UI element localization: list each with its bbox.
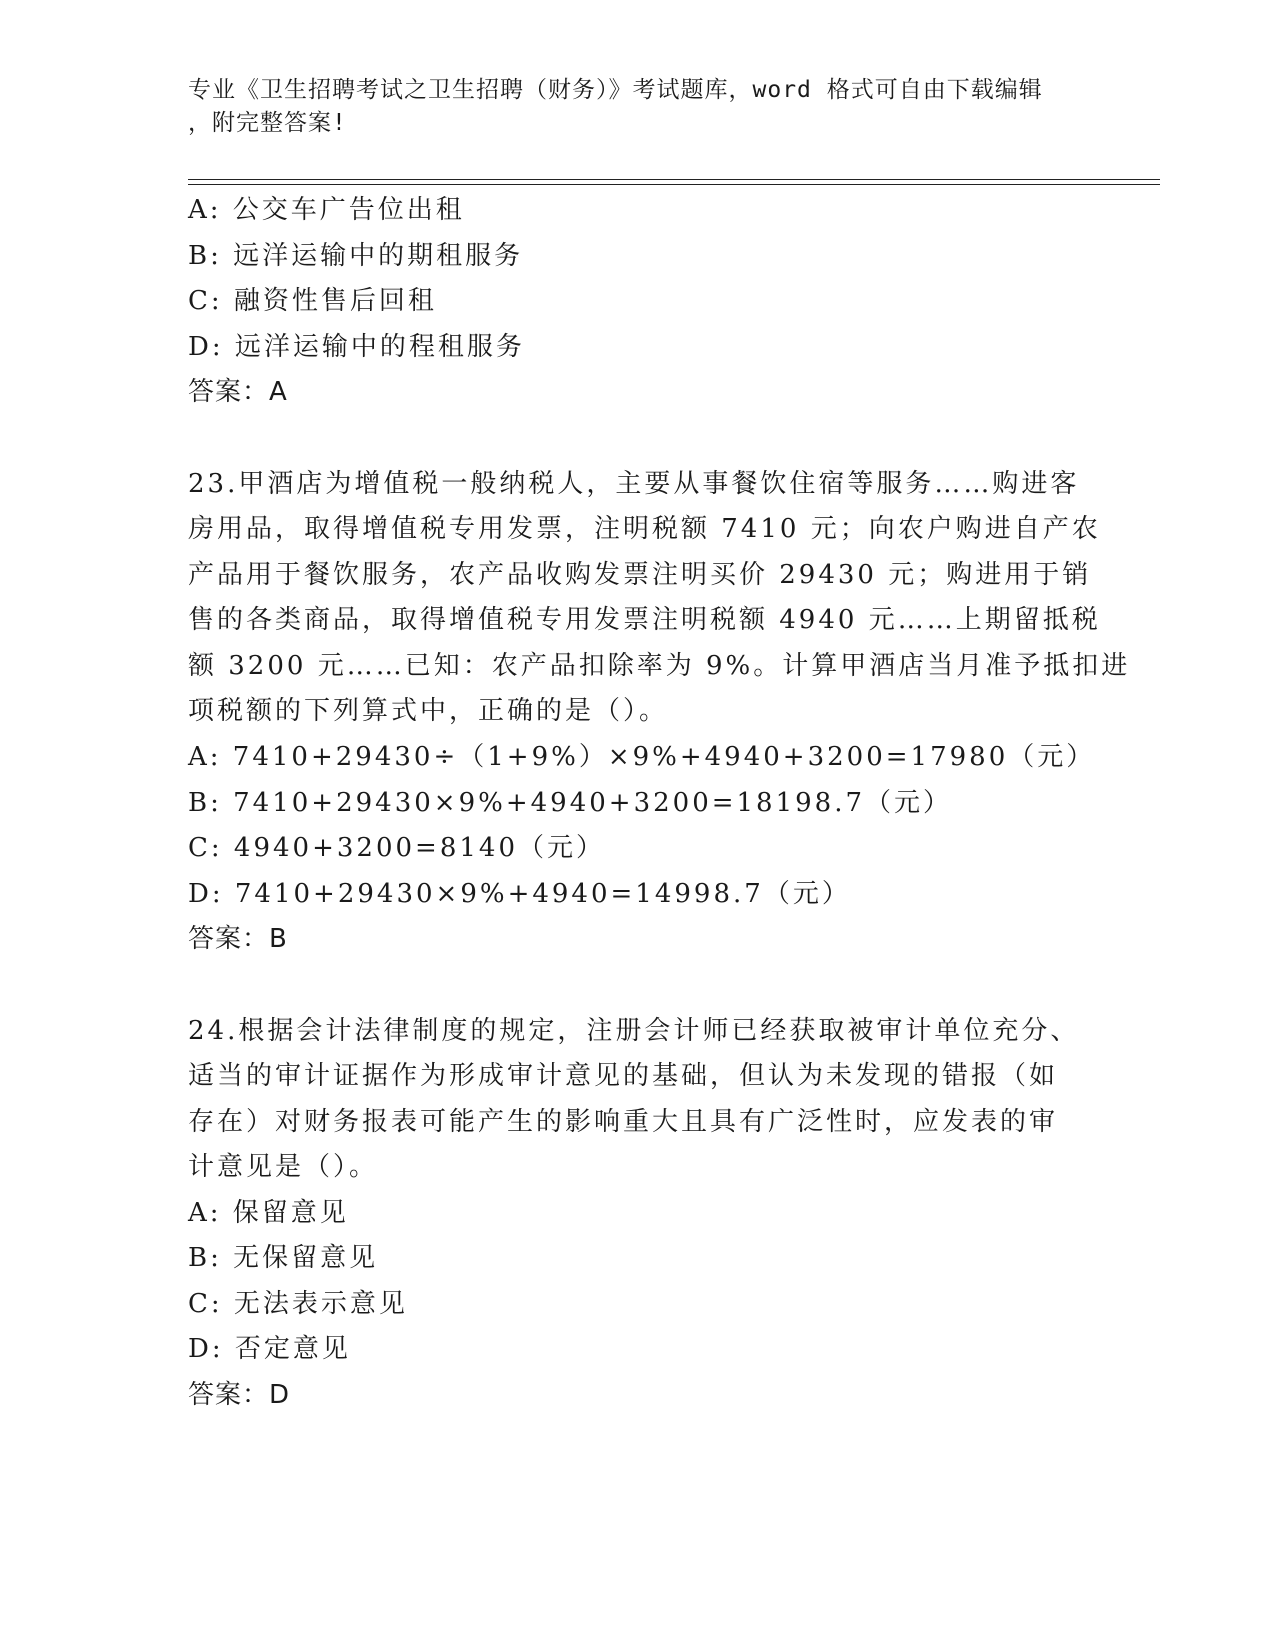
question-text-line: 售的各类商品，取得增值税专用发票注明税额 4940 元……上期留抵税 (188, 605, 1101, 636)
question-text-line: 23.甲酒店为增值税一般纳税人，主要从事餐饮住宿等服务……购进客 (188, 468, 1080, 499)
document-header (188, 74, 1068, 140)
header-divider-bottom (188, 184, 1160, 185)
answer-line: 答案：B (188, 924, 288, 955)
header-line-1: 专业《卫生招聘考试之卫生招聘（财务）》考试题库，word 格式可自由下载编辑 (188, 77, 1043, 103)
header-line-2: ，附完整答案! (188, 110, 347, 136)
question-list (188, 188, 1131, 1418)
question-text-line: 计意见是（）。 (188, 1152, 379, 1183)
spacer (188, 416, 1088, 462)
option-d: D: 远洋运输中的程租服务 (188, 331, 525, 362)
option-c: C: 无法表示意见 (188, 1288, 408, 1319)
question-text-line: 房用品，取得增值税专用发票，注明税额 7410 元；向农户购进自产农 (188, 514, 1101, 545)
answer-line: 答案：A (188, 377, 288, 407)
option-d: D: 否定意见 (188, 1334, 351, 1365)
question-text (188, 1009, 1088, 1191)
question-text-line: 24.根据会计法律制度的规定，注册会计师已经获取被审计单位充分、 (188, 1015, 1080, 1046)
spacer (188, 963, 1088, 1009)
question-text-line: 产品用于餐饮服务，农产品收购发票注明买价 29430 元；购进用于销 (188, 559, 1092, 590)
question-24 (188, 1009, 1088, 1419)
option-a: A: 公交车广告位出租 (188, 195, 465, 225)
option-b: B: 远洋运输中的期租服务 (188, 240, 524, 271)
question-text-line: 额 3200 元……已知：农产品扣除率为 9%。计算甲酒店当月准予抵扣进 (188, 650, 1131, 681)
header-divider-top (188, 179, 1160, 180)
option-d: D: 7410+29430×9%+4940=14998.7（元） (188, 878, 851, 909)
answer-line: 答案：D (188, 1379, 291, 1410)
question-text-line: 存在）对财务报表可能产生的影响重大且具有广泛性时，应发表的审 (188, 1106, 1059, 1137)
question-text (188, 462, 1131, 736)
option-a: A: 7410+29430÷（1+9%）×9%+4940+3200=17980（元） (188, 742, 1096, 773)
question-text-line: 适当的审计证据作为形成审计意见的基础，但认为未发现的错报（如 (188, 1061, 1059, 1092)
option-c: C: 4940+3200=8140（元） (188, 833, 605, 864)
question-22 (188, 188, 1088, 416)
option-b: B: 7410+29430×9%+4940+3200=18198.7（元） (188, 787, 953, 818)
question-23 (188, 462, 1131, 963)
question-text-line: 项税额的下列算式中，正确的是（）。 (188, 696, 669, 727)
option-b: B: 无保留意见 (188, 1243, 379, 1274)
option-a: A: 保留意见 (188, 1197, 349, 1228)
option-c: C: 融资性售后回租 (188, 286, 437, 316)
